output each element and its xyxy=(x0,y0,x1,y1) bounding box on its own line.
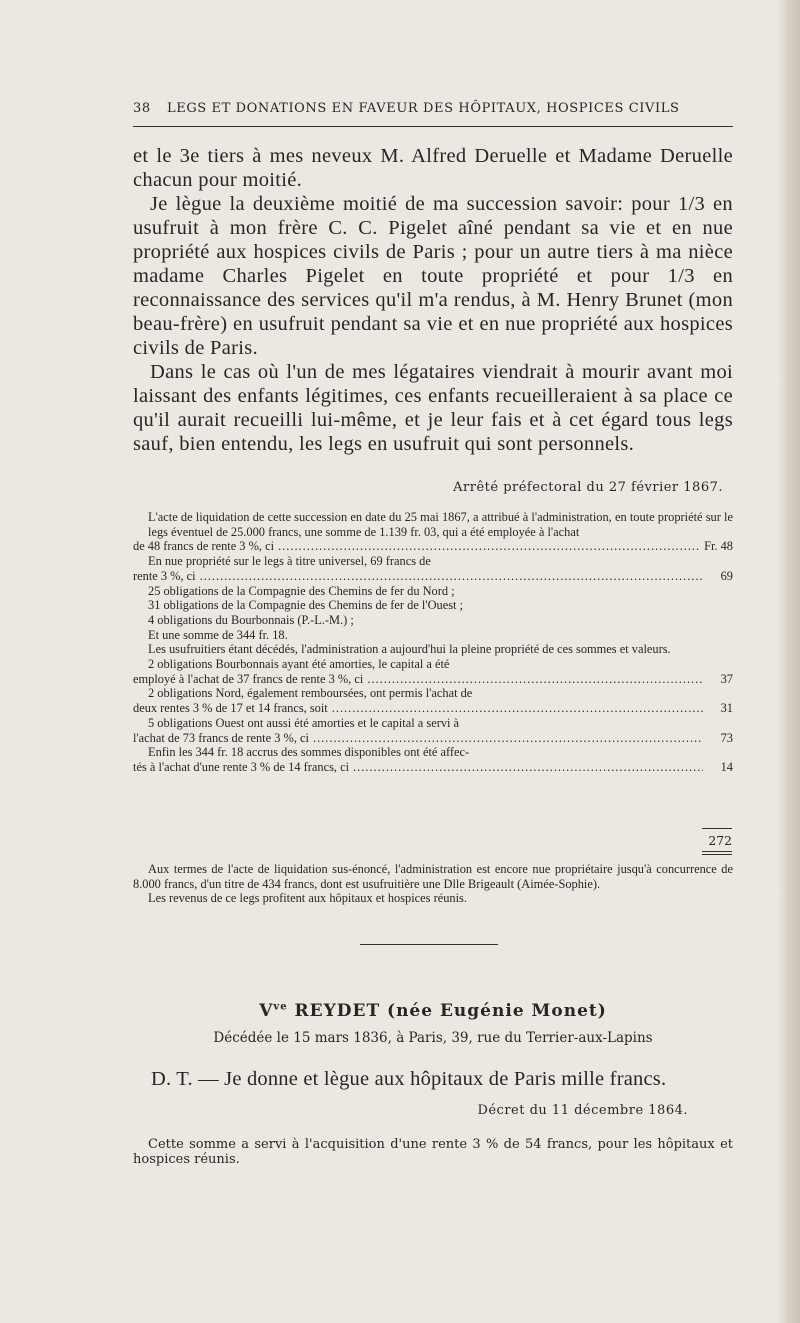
ledger-text: l'achat de 73 francs de rente 3 %, ci xyxy=(133,730,309,745)
deces-line: Décédée le 15 mars 1836, à Paris, 39, rue du Terrier-aux-Lapins xyxy=(213,1030,653,1046)
ledger-line xyxy=(133,731,733,746)
donor-heading xyxy=(133,1001,733,1021)
obligation-item: 31 obligations de la Compagnie des Chemins de fer de l'Ouest ; xyxy=(148,598,464,613)
obligation-item: 25 obligations de la Compagnie des Chemins de fer du Nord ; xyxy=(148,583,455,598)
ledger-value: 69 xyxy=(720,568,733,583)
acte-text: 2 obligations Bourbonnais ayant été amorties, le capital a été xyxy=(148,657,450,672)
donor-name: REYDET (née Eugénie Monet) xyxy=(294,1001,607,1021)
total-rule-bottom xyxy=(702,851,732,852)
total-rule-top xyxy=(702,828,732,829)
total-rule-double xyxy=(702,854,732,855)
page-number: 38 xyxy=(133,101,151,116)
ledger-text: rente 3 %, ci xyxy=(133,568,196,583)
ledger-line xyxy=(133,539,733,554)
ledger-text: de 48 francs de rente 3 %, ci xyxy=(133,539,275,554)
running-header xyxy=(133,101,733,116)
ledger-line xyxy=(133,760,733,775)
ledger-line xyxy=(133,672,733,687)
ledger-total: 272 xyxy=(708,833,732,848)
acte-text: 2 obligations Nord, également remboursées, ont permis l'achat de xyxy=(148,686,473,701)
aux-termes-text xyxy=(133,862,733,906)
ledger-text: deux rentes 3 % de 17 et 14 francs, soit xyxy=(133,701,328,716)
aux-paragraph: Les revenus de ce legs profitent aux hôpitaux et hospices réunis. xyxy=(148,891,467,905)
decret-line: Décret du 11 décembre 1864. xyxy=(477,1103,688,1118)
ledger-line xyxy=(133,569,733,584)
testament-text xyxy=(133,144,733,456)
ledger-value: 37 xyxy=(720,671,733,686)
ledger-text: tés à l'achat d'une rente 3 % de 14 francs, ci xyxy=(133,759,350,774)
page-edge xyxy=(778,0,800,1323)
acte-text: 5 obligations Ouest ont aussi été amorties et le capital a servi à xyxy=(148,715,460,730)
aux-paragraph: Aux termes de l'acte de liquidation sus-énoncé, l'administration est encore nue propriétaire jusqu'à concurrence de 8.000 francs, d'un titre de 434 francs, dont est usufruitière une Dlle Brigeault (Aimée-Sophie). xyxy=(133,862,733,891)
obligation-item: Et une somme de 344 fr. 18. xyxy=(148,627,288,642)
ledger-value: 73 xyxy=(720,730,733,745)
somme-text xyxy=(133,1137,733,1167)
obligation-item: 4 obligations du Bourbonnais (P.-L.-M.) ; xyxy=(148,612,354,627)
acte-text: Enfin les 344 fr. 18 accrus des sommes disponibles ont été affec- xyxy=(148,745,470,760)
donation-text: D. T. — Je donne et lègue aux hôpitaux de Paris mille francs. xyxy=(151,1068,667,1090)
acte-text: Les usufruitiers étant décédés, l'administration a aujourd'hui la pleine propriété de ces sommes et valeurs. xyxy=(148,642,671,657)
arrete-prefectoral: Arrêté préfectoral du 27 février 1867. xyxy=(453,480,723,495)
header-rule xyxy=(133,126,733,127)
acte-text: En nue propriété sur le legs à titre universel, 69 francs de xyxy=(148,554,431,569)
ledger-line xyxy=(133,701,733,716)
acte-liquidation xyxy=(133,510,733,775)
testament-paragraph: Dans le cas où l'un de mes légataires viendrait à mourir avant moi laissant des enfants légitimes, ces enfants recueilleraient à sa place ce qu'il aurait recueilli lui-même, et je leur fais et à cet égard tous legs sauf, bien entendu, les legs en usufruit qui sont personnels. xyxy=(133,361,733,455)
somme-paragraph: Cette somme a servi à l'acquisition d'une rente 3 % de 54 francs, pour les hôpitaux et hospices réunis. xyxy=(133,1137,733,1167)
testament-paragraph: et le 3e tiers à mes neveux M. Alfred Deruelle et Madame Deruelle chacun pour moitié. xyxy=(133,145,733,191)
ledger-text: employé à l'achat de 37 francs de rente 3 %, ci xyxy=(133,671,364,686)
acte-intro: L'acte de liquidation de cette succession en date du 25 mai 1867, a attribué à l'administration, en toute propriété sur le legs éventuel de 25.000 francs, une somme de 1.139 fr. 03, qui a été employée à l'achat xyxy=(148,510,733,539)
ledger-value: 31 xyxy=(720,701,733,716)
donor-prefix-sup: ve xyxy=(273,1001,288,1013)
testament-paragraph: Je lègue la deuxième moitié de ma succession savoir: pour 1/3 en usufruit à mon frère C. C. Pigelet aîné pendant sa vie et en nue propriété aux hospices civils de Paris ; pour un autre tiers à ma nièce madame Charles Pigelet en toute propriété et pour 1/3 en reconnaissance des services qu'il m'a rendus, à M. Henry Brunet (mon beau-frère) en usufruit pendant sa vie et en nue propriété aux hospices civils de Paris. xyxy=(133,193,733,359)
running-title: LEGS ET DONATIONS EN FAVEUR DES HÔPITAUX, HOSPICES CIVILS xyxy=(167,101,680,116)
ledger-value: Fr. 48 xyxy=(704,539,733,554)
ledger-value: 14 xyxy=(720,759,733,774)
section-separator xyxy=(360,944,498,945)
donor-prefix: V xyxy=(259,1001,274,1021)
